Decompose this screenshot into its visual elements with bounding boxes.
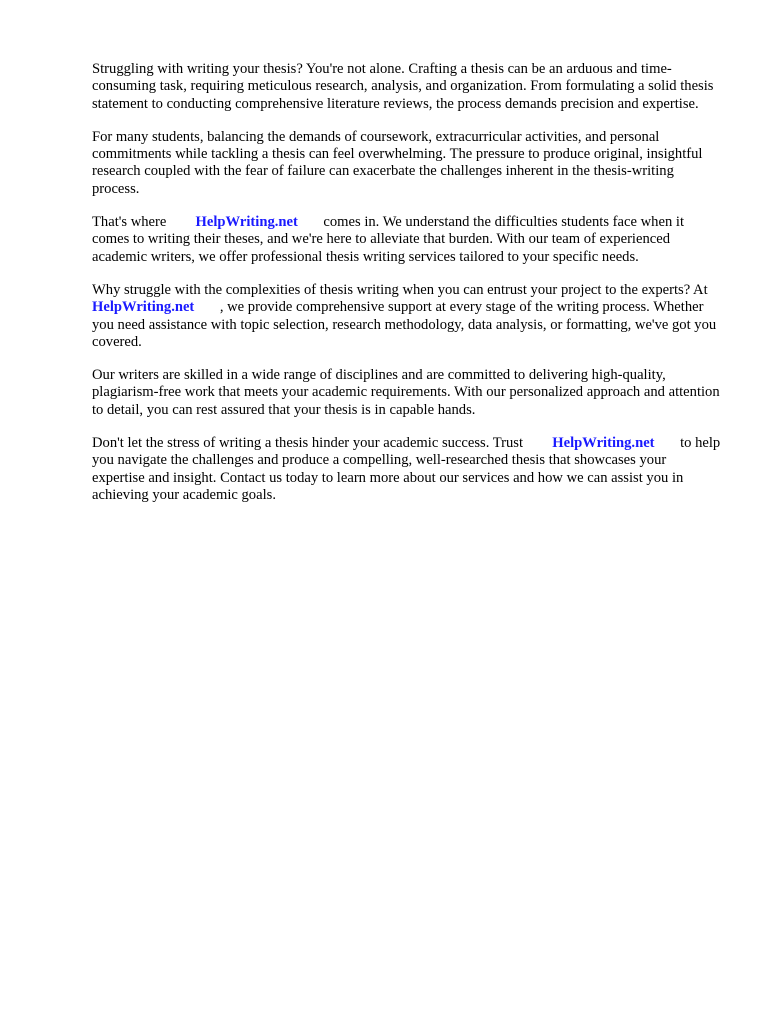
paragraph-4 bbox=[92, 282, 722, 351]
paragraph-3-text-after: comes in. We understand the difficulties students face when it comes to writing their theses, and we're here to alleviate that burden. With our team of experienced academic writers, we offer professional thesis writing services tailored to your specific needs. bbox=[92, 214, 688, 265]
paragraph-1: Struggling with writing your thesis? You're not alone. Crafting a thesis can be an arduous and time-consuming task, requiring meticulous research, analysis, and organization. From formulating a solid thesis statement to conducting comprehensive literature reviews, the process demands precision and expertise. bbox=[92, 61, 718, 112]
paragraph-6-text-before: Don't let the stress of writing a thesis hinder your academic success. Trust bbox=[92, 435, 524, 452]
paragraph-5: Our writers are skilled in a wide range of disciplines and are committed to delivering high-quality, plagiarism-free work that meets your academic requirements. With our personalized approach and attention to detail, you can rest assured that your thesis is in capable hands. bbox=[92, 367, 724, 418]
helpwriting-link-1[interactable]: HelpWriting.net bbox=[195, 214, 298, 231]
paragraph-2: For many students, balancing the demands of coursework, extracurricular activities, and personal commitments while tackling a thesis can feel overwhelming. The pressure to produce original, insightful research coupled with the fear of failure can exacerbate the challenges inherent in the thesis-writing process. bbox=[92, 128, 707, 197]
paragraph-4-text-after: , we provide comprehensive support at every stage of the writing process. Whether you need assistance with topic selection, research methodology, data analysis, or formatting, we've got you covered. bbox=[92, 299, 720, 350]
paragraph-6-text-after: to help you navigate the challenges and produce a compelling, well-researched thesis that showcases your expertise and insight. Contact us today to learn more about our services and how we can assist you in achieving your academic goals. bbox=[92, 435, 724, 503]
helpwriting-link-3[interactable]: HelpWriting.net bbox=[552, 435, 655, 452]
helpwriting-link-2[interactable]: HelpWriting.net bbox=[92, 299, 195, 316]
paragraph-3 bbox=[92, 214, 722, 266]
paragraph-4-text-before: Why struggle with the complexities of thesis writing when you can entrust your project to the experts? At bbox=[92, 281, 708, 298]
paragraph-3-text-before: That's where bbox=[92, 214, 167, 231]
document-body bbox=[92, 61, 722, 520]
paragraph-6 bbox=[92, 435, 722, 504]
